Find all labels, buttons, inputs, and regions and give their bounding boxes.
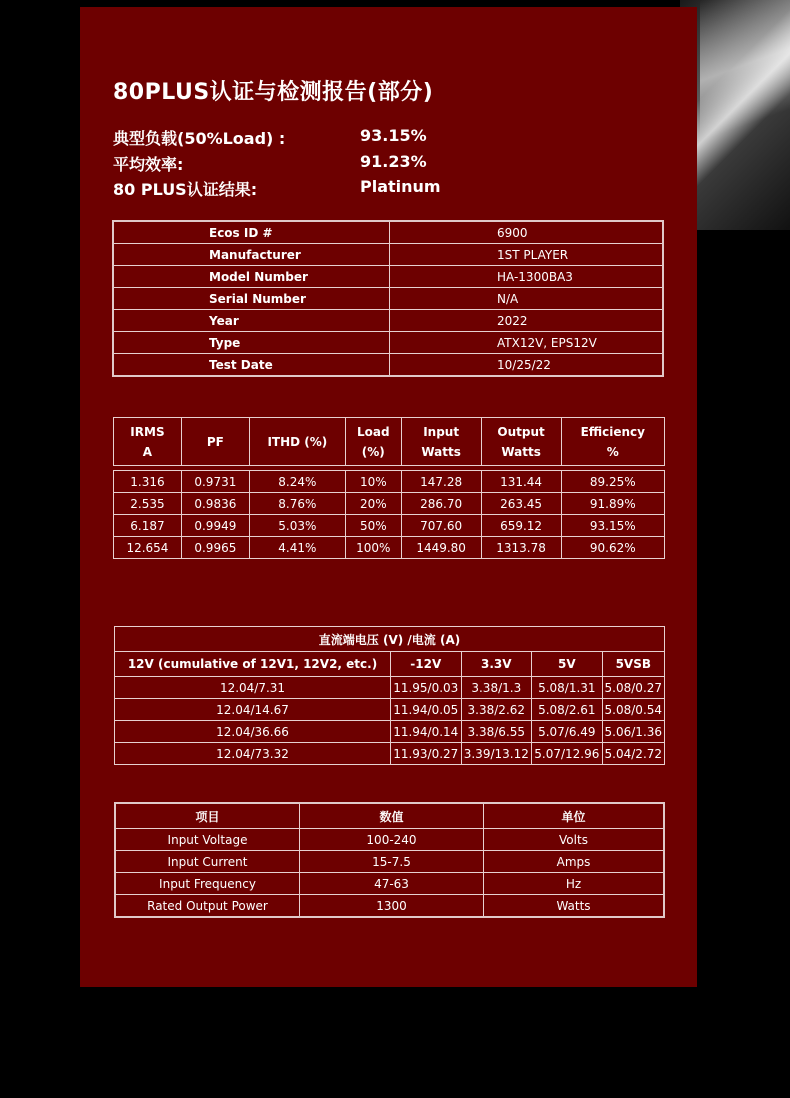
table-cell: 263.45 bbox=[481, 493, 561, 515]
table-row bbox=[113, 310, 663, 332]
background-highlight bbox=[700, 0, 790, 170]
table-row bbox=[113, 244, 663, 266]
table-cell: Input Voltage bbox=[115, 829, 300, 851]
column-header: 单位 bbox=[484, 803, 665, 829]
table-cell: 1313.78 bbox=[481, 537, 561, 559]
info-label: Manufacturer bbox=[113, 244, 390, 266]
table-cell: 12.04/73.32 bbox=[115, 743, 391, 765]
info-label: Year bbox=[113, 310, 390, 332]
table-cell: 5.07/6.49 bbox=[532, 721, 603, 743]
table-cell: 1449.80 bbox=[401, 537, 481, 559]
table-cell: 8.24% bbox=[249, 471, 345, 493]
column-header: Efficiency % bbox=[561, 418, 664, 466]
dc-output-table bbox=[114, 626, 665, 765]
table-cell: 93.15% bbox=[561, 515, 664, 537]
column-header: 5VSB bbox=[602, 652, 664, 677]
summary-value: 91.23% bbox=[360, 152, 427, 171]
table-caption: 直流端电压 (V) /电流 (A) bbox=[115, 627, 665, 652]
table-cell: 4.41% bbox=[249, 537, 345, 559]
table-cell: 5.08/0.27 bbox=[602, 677, 664, 699]
info-value: N/A bbox=[390, 288, 664, 310]
table-cell: Watts bbox=[484, 895, 665, 918]
table-cell: 100% bbox=[345, 537, 401, 559]
table-cell: 659.12 bbox=[481, 515, 561, 537]
table-header-row bbox=[115, 803, 664, 829]
column-header: 项目 bbox=[115, 803, 300, 829]
table-cell: 20% bbox=[345, 493, 401, 515]
table-cell: 5.08/0.54 bbox=[602, 699, 664, 721]
table-cell: 147.28 bbox=[401, 471, 481, 493]
table-row bbox=[115, 873, 664, 895]
column-header: 5V bbox=[532, 652, 603, 677]
table-cell: 8.76% bbox=[249, 493, 345, 515]
table-row bbox=[115, 699, 665, 721]
input-spec-table bbox=[114, 802, 665, 918]
table-row bbox=[113, 221, 663, 244]
efficiency-table bbox=[113, 417, 665, 559]
table-cell: 10% bbox=[345, 471, 401, 493]
table-cell: 47-63 bbox=[300, 873, 484, 895]
page-title: 80PLUS认证与检测报告(部分) bbox=[113, 80, 434, 105]
info-label: Test Date bbox=[113, 354, 390, 377]
table-cell: 91.89% bbox=[561, 493, 664, 515]
table-cell: Rated Output Power bbox=[115, 895, 300, 918]
info-label: Type bbox=[113, 332, 390, 354]
column-header: Load (%) bbox=[345, 418, 401, 466]
info-label: Ecos ID # bbox=[113, 221, 390, 244]
table-cell: 0.9965 bbox=[181, 537, 249, 559]
certification-info-table bbox=[112, 220, 664, 377]
table-cell: 5.04/2.72 bbox=[602, 743, 664, 765]
table-cell: 1300 bbox=[300, 895, 484, 918]
table-row bbox=[115, 829, 664, 851]
table-cell: 0.9836 bbox=[181, 493, 249, 515]
table-cell: Hz bbox=[484, 873, 665, 895]
table-cell: Input Current bbox=[115, 851, 300, 873]
table-cell: 11.94/0.14 bbox=[391, 721, 462, 743]
table-cell: Volts bbox=[484, 829, 665, 851]
table-row bbox=[115, 851, 664, 873]
table-header-row bbox=[114, 418, 665, 466]
table-row bbox=[113, 266, 663, 288]
table-cell: 707.60 bbox=[401, 515, 481, 537]
column-header: IRMS A bbox=[114, 418, 182, 466]
info-value: ATX12V, EPS12V bbox=[390, 332, 664, 354]
info-value: 2022 bbox=[390, 310, 664, 332]
table-cell: 12.04/36.66 bbox=[115, 721, 391, 743]
summary-key: 平均效率: bbox=[113, 155, 184, 174]
table-cell: 2.535 bbox=[114, 493, 182, 515]
info-value: 10/25/22 bbox=[390, 354, 664, 377]
summary-value: Platinum bbox=[360, 177, 441, 196]
table-cell: 5.08/2.61 bbox=[532, 699, 603, 721]
table-cell: 286.70 bbox=[401, 493, 481, 515]
table-cell: 0.9949 bbox=[181, 515, 249, 537]
summary-key: 典型负载(50%Load) : bbox=[113, 129, 286, 148]
table-cell: 5.06/1.36 bbox=[602, 721, 664, 743]
table-cell: Input Frequency bbox=[115, 873, 300, 895]
table-cell: 50% bbox=[345, 515, 401, 537]
table-cell: 1.316 bbox=[114, 471, 182, 493]
info-label: Serial Number bbox=[113, 288, 390, 310]
table-cell: 131.44 bbox=[481, 471, 561, 493]
table-cell: 100-240 bbox=[300, 829, 484, 851]
table-row bbox=[113, 354, 663, 377]
info-value: HA-1300BA3 bbox=[390, 266, 664, 288]
table-cell: Amps bbox=[484, 851, 665, 873]
table-row bbox=[114, 471, 665, 493]
table-row bbox=[113, 332, 663, 354]
report-panel bbox=[80, 7, 697, 987]
column-header: Input Watts bbox=[401, 418, 481, 466]
table-cell: 12.04/7.31 bbox=[115, 677, 391, 699]
table-cell: 3.38/6.55 bbox=[461, 721, 532, 743]
table-row bbox=[113, 288, 663, 310]
column-header: 3.3V bbox=[461, 652, 532, 677]
table-cell: 5.08/1.31 bbox=[532, 677, 603, 699]
table-cell: 0.9731 bbox=[181, 471, 249, 493]
column-header: PF bbox=[181, 418, 249, 466]
table-cell: 12.04/14.67 bbox=[115, 699, 391, 721]
table-cell: 3.38/2.62 bbox=[461, 699, 532, 721]
info-value: 6900 bbox=[390, 221, 664, 244]
table-cell: 11.94/0.05 bbox=[391, 699, 462, 721]
info-value: 1ST PLAYER bbox=[390, 244, 664, 266]
table-row bbox=[115, 895, 664, 918]
table-caption-row bbox=[115, 627, 665, 652]
table-cell: 11.93/0.27 bbox=[391, 743, 462, 765]
table-cell: 5.03% bbox=[249, 515, 345, 537]
table-row bbox=[115, 721, 665, 743]
table-row bbox=[114, 537, 665, 559]
table-cell: 90.62% bbox=[561, 537, 664, 559]
summary-value: 93.15% bbox=[360, 126, 427, 145]
column-header: ITHD (%) bbox=[249, 418, 345, 466]
summary-key: 80 PLUS认证结果: bbox=[113, 180, 258, 199]
table-cell: 89.25% bbox=[561, 471, 664, 493]
table-cell: 6.187 bbox=[114, 515, 182, 537]
table-header-row bbox=[115, 652, 665, 677]
table-row bbox=[115, 677, 665, 699]
table-row bbox=[114, 493, 665, 515]
table-cell: 3.39/13.12 bbox=[461, 743, 532, 765]
column-header: 数值 bbox=[300, 803, 484, 829]
info-label: Model Number bbox=[113, 266, 390, 288]
table-row bbox=[114, 515, 665, 537]
column-header: Output Watts bbox=[481, 418, 561, 466]
table-row bbox=[115, 743, 665, 765]
table-cell: 11.95/0.03 bbox=[391, 677, 462, 699]
table-cell: 12.654 bbox=[114, 537, 182, 559]
column-header: -12V bbox=[391, 652, 462, 677]
table-cell: 3.38/1.3 bbox=[461, 677, 532, 699]
table-cell: 15-7.5 bbox=[300, 851, 484, 873]
table-cell: 5.07/12.96 bbox=[532, 743, 603, 765]
column-header: 12V (cumulative of 12V1, 12V2, etc.) bbox=[115, 652, 391, 677]
